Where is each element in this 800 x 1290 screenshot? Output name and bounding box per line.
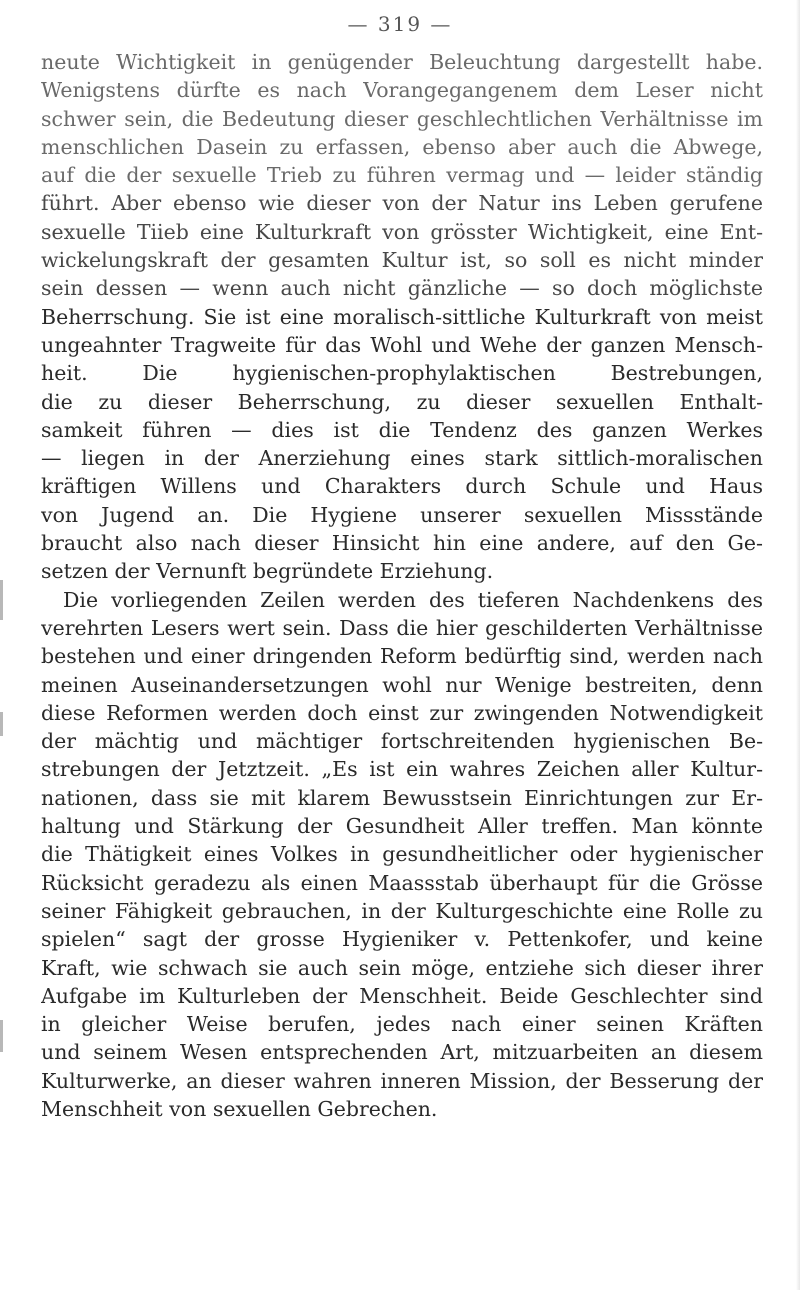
text-line: Kulturwerke, an dieser wahren inneren Mission, der Besserung der bbox=[41, 1068, 763, 1093]
text-line: in gleicher Weise berufen, jedes nach einer seinen Kräften bbox=[41, 1012, 763, 1037]
text-line: verehrten Lesers wert sein. Dass die hier geschilderten Verhältnisse bbox=[41, 615, 763, 640]
text-line: die zu dieser Beherrschung, zu dieser sexuellen Enthalt- bbox=[41, 389, 763, 414]
margin-mark bbox=[0, 712, 3, 736]
text-line: — liegen in der Anerziehung eines stark sittlich-moralischen bbox=[41, 446, 763, 471]
text-line: ungeahnter Tragweite für das Wohl und Wehe der ganzen Mensch- bbox=[41, 332, 763, 357]
text-line: Beherrschung. Sie ist eine moralisch-sittliche Kulturkraft von meist bbox=[41, 304, 763, 329]
text-line: seiner Fähigkeit gebrauchen, in der Kulturgeschichte eine Rolle zu bbox=[41, 898, 763, 923]
text-line: bestehen und einer dringenden Reform bedürftig sind, werden nach bbox=[41, 644, 763, 669]
text-line: heit. Die hygienischen-prophylaktischen Bestrebungen, bbox=[41, 361, 763, 386]
text-line: spielen“ sagt der grosse Hygieniker v. Pettenkofer, und keine bbox=[41, 927, 763, 952]
text-line: Aufgabe im Kulturleben der Menschheit. Beide Geschlechter sind bbox=[41, 983, 763, 1008]
text-line: kräftigen Willens und Charakters durch Schule und Haus bbox=[41, 474, 763, 499]
text-line: nationen, dass sie mit klarem Bewusstsein Einrichtungen zur Er- bbox=[41, 785, 763, 810]
text-line: haltung und Stärkung der Gesundheit Aller treffen. Man könnte bbox=[41, 814, 763, 839]
text-line: Rücksicht geradezu als einen Maassstab überhaupt für die Grösse bbox=[41, 870, 763, 895]
text-line: sein dessen — wenn auch nicht gänzliche — so doch möglichste bbox=[41, 276, 763, 301]
text-line: menschlichen Dasein zu erfassen, ebenso aber auch die Abwege, bbox=[41, 134, 763, 159]
text-line: schwer sein, die Bedeutung dieser geschlechtlichen Verhältnisse im bbox=[41, 106, 763, 131]
text-line: braucht also nach dieser Hinsicht hin eine andere, auf den Ge- bbox=[41, 531, 763, 556]
margin-mark bbox=[0, 1020, 3, 1052]
text-line: wickelungskraft der gesamten Kultur ist, so soll es nicht minder bbox=[41, 248, 763, 273]
text-line: auf die der sexuelle Trieb zu führen vermag und — leider ständig bbox=[41, 163, 763, 188]
text-line: Menschheit von sexuellen Gebrechen. bbox=[41, 1096, 438, 1121]
text-line: und seinem Wesen entsprechenden Art, mitzuarbeiten an diesem bbox=[41, 1040, 763, 1065]
text-line: samkeit führen — dies ist die Tendenz des ganzen Werkes bbox=[41, 417, 763, 442]
text-line: Wenigstens dürfte es nach Vorangegangenem dem Leser nicht bbox=[41, 78, 763, 103]
text-line: Die vorliegenden Zeilen werden des tieferen Nachdenkens des bbox=[63, 587, 763, 612]
text-line: diese Reformen werden doch einst zur zwingenden Notwendigkeit bbox=[41, 700, 763, 725]
body-text bbox=[41, 48, 763, 1123]
page-number: — 319 — bbox=[347, 12, 453, 36]
text-line: meinen Auseinandersetzungen wohl nur Wenige bestreiten, denn bbox=[41, 672, 763, 697]
text-line: neute Wichtigkeit in genügender Beleuchtung dargestellt habe. bbox=[41, 50, 763, 74]
text-line: von Jugend an. Die Hygiene unserer sexuellen Missstände bbox=[41, 502, 763, 527]
margin-mark bbox=[0, 580, 3, 620]
text-line: strebungen der Jetztzeit. „Es ist ein wahres Zeichen aller Kultur- bbox=[41, 757, 763, 782]
text-line: sexuelle Tiieb eine Kulturkraft von grösster Wichtigkeit, eine Ent- bbox=[41, 219, 763, 244]
text-line: der mächtig und mächtiger fortschreitenden hygienischen Be- bbox=[41, 729, 763, 754]
text-line: Kraft, wie schwach sie auch sein möge, entziehe sich dieser ihrer bbox=[41, 955, 763, 980]
page-edge bbox=[796, 0, 800, 1290]
text-line: setzen der Vernunft begründete Erziehung. bbox=[41, 559, 494, 584]
text-line: führt. Aber ebenso wie dieser von der Natur ins Leben gerufene bbox=[41, 191, 763, 216]
text-line: die Thätigkeit eines Volkes in gesundheitlicher oder hygienischer bbox=[41, 842, 763, 867]
